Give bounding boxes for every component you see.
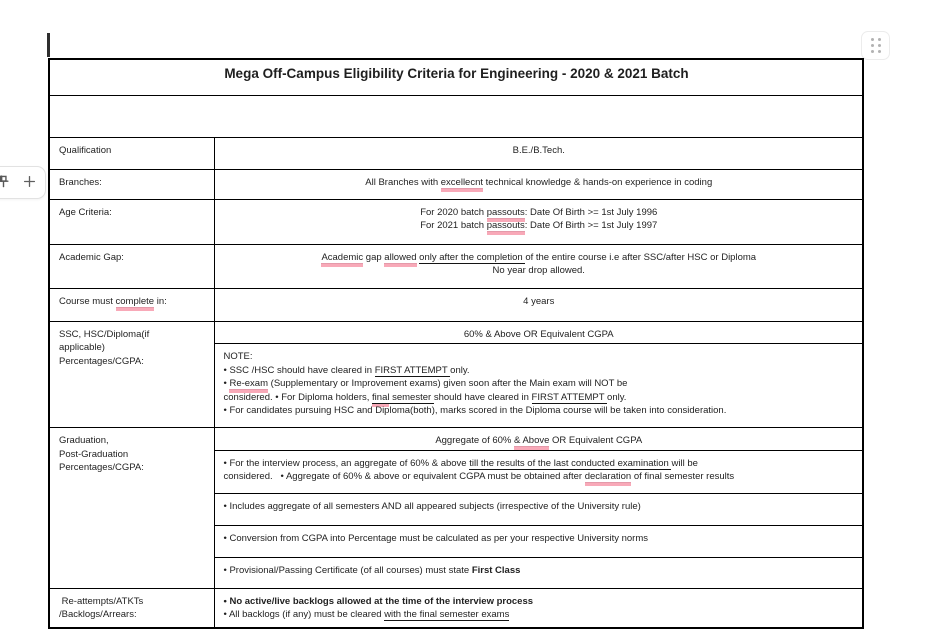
text-segment: considered. • Aggregate of 60% & above or equivalent CGPA must be obtained after bbox=[223, 471, 585, 482]
text-segment: FIRST ATTEMPT bbox=[374, 364, 451, 376]
text-segment: Branches: bbox=[59, 176, 102, 188]
text-segment: final bbox=[372, 391, 390, 403]
text-line bbox=[59, 448, 206, 462]
eligibility-criteria-table bbox=[48, 58, 864, 629]
text-segment: will be bbox=[671, 457, 698, 469]
text-segment: allowed bbox=[384, 251, 417, 263]
graduation-label-cell[interactable] bbox=[49, 428, 214, 589]
text-line bbox=[224, 251, 855, 265]
text-segment: in: bbox=[154, 295, 167, 307]
text-line bbox=[224, 364, 855, 378]
drag-handle[interactable] bbox=[861, 31, 890, 60]
text-segment: 4 years bbox=[523, 295, 555, 307]
text-segment: with the final semester exams bbox=[384, 609, 510, 620]
text-line bbox=[59, 461, 206, 475]
text-line bbox=[224, 206, 855, 220]
text-segment: (Supplementary or Improvement exams) given soon after the Main exam will NOT be bbox=[268, 378, 628, 389]
text-segment: should have cleared in bbox=[433, 391, 532, 403]
text-segment: Graduation, bbox=[59, 435, 109, 446]
text-segment: For 2020 batch bbox=[420, 206, 487, 218]
course-duration-label-cell[interactable] bbox=[49, 288, 214, 321]
text-line bbox=[59, 206, 206, 220]
text-line bbox=[224, 176, 855, 190]
text-segment: 60% & Above OR Equivalent CGPA bbox=[463, 328, 614, 340]
text-line bbox=[224, 608, 855, 622]
text-line bbox=[59, 144, 206, 158]
text-segment: Re-attempts/ATKTs bbox=[59, 595, 144, 607]
branches-value-cell[interactable] bbox=[214, 169, 863, 199]
text-segment: • No active/live backlogs allowed at the time of the interview process bbox=[223, 595, 534, 607]
text-line bbox=[59, 595, 206, 609]
text-segment: Course must bbox=[59, 295, 116, 307]
text-segment: technical knowledge & hands-on experience in coding bbox=[483, 176, 713, 188]
text-segment: excellecnt bbox=[440, 176, 484, 188]
text-segment: All Branches with bbox=[365, 176, 441, 188]
text-segment: passouts bbox=[486, 220, 525, 231]
text-line bbox=[224, 144, 855, 158]
text-segment: & Above bbox=[514, 435, 550, 446]
ssc-hsc-label-cell[interactable] bbox=[49, 321, 214, 428]
text-segment: till the results of the last conducted examination bbox=[469, 457, 672, 469]
text-line bbox=[224, 500, 855, 514]
text-segment: • Conversion from CGPA into Percentage must be calculated as per your respective University norms bbox=[223, 532, 648, 544]
academic-gap-label-cell[interactable] bbox=[49, 244, 214, 288]
text-segment: First Class bbox=[471, 564, 521, 576]
graduation-conversion-cell[interactable] bbox=[214, 525, 863, 557]
text-segment: For 2021 batch bbox=[420, 220, 487, 231]
ssc-hsc-note-cell[interactable] bbox=[214, 344, 863, 428]
add-block-button[interactable] bbox=[18, 172, 40, 194]
text-segment: of the entire course i.e after SSC/after HSC or Diploma bbox=[525, 251, 757, 263]
text-line bbox=[224, 470, 855, 484]
text-segment: • bbox=[223, 378, 230, 389]
text-line bbox=[224, 564, 855, 578]
academic-gap-value-cell[interactable] bbox=[214, 244, 863, 288]
text-segment: Percentages/CGPA: bbox=[59, 355, 144, 367]
text-line bbox=[59, 608, 206, 622]
text-line bbox=[224, 377, 855, 391]
reattempts-value-cell[interactable] bbox=[214, 588, 863, 628]
age-criteria-label-cell[interactable] bbox=[49, 199, 214, 244]
text-segment: No year drop allowed. bbox=[492, 265, 585, 276]
pin-button[interactable] bbox=[0, 172, 14, 194]
text-line bbox=[59, 295, 206, 309]
text-line bbox=[59, 341, 206, 355]
text-segment: • For candidates pursuing HSC and Diploma(both), marks scored in the Diploma course will be taken into consideration. bbox=[223, 405, 727, 416]
text-segment: passouts bbox=[486, 206, 525, 218]
text-segment: : Date Of Birth >= 1st July 1996 bbox=[524, 206, 658, 218]
text-segment: Qualification bbox=[59, 144, 112, 156]
block-side-toolbar bbox=[0, 166, 46, 199]
text-segment: /Backlogs/Arrears: bbox=[59, 609, 137, 620]
qualification-value-cell[interactable] bbox=[214, 137, 863, 169]
text-segment: Post-Graduation bbox=[59, 448, 129, 460]
text-segment: of final semester results bbox=[631, 471, 735, 482]
text-segment: FIRST ATTEMPT bbox=[531, 391, 608, 403]
text-segment: only. bbox=[450, 364, 470, 376]
text-segment: applicable) bbox=[59, 342, 105, 353]
text-segment: complete bbox=[115, 295, 155, 307]
text-segment: Academic Gap: bbox=[59, 251, 124, 263]
text-segment: Age Criteria: bbox=[59, 206, 112, 218]
text-line bbox=[59, 328, 206, 342]
text-cursor bbox=[47, 33, 50, 57]
text-segment: • Provisional/Passing Certificate (of all courses) must state bbox=[223, 564, 472, 576]
reattempts-label-cell[interactable] bbox=[49, 588, 214, 628]
drag-handle-icon bbox=[871, 38, 881, 53]
text-line bbox=[59, 176, 206, 190]
graduation-includes-cell[interactable] bbox=[214, 493, 863, 525]
text-line bbox=[59, 251, 206, 265]
text-segment: Percentages/CGPA: bbox=[59, 462, 144, 473]
text-line bbox=[224, 595, 855, 609]
text-segment: • Includes aggregate of all semesters AND all appeared subjects (irrespective of the University rule) bbox=[223, 500, 641, 512]
plus-icon bbox=[22, 174, 37, 192]
graduation-certificate-cell[interactable] bbox=[214, 557, 863, 588]
table-title-cell[interactable]: Mega Off-Campus Eligibility Criteria for Engineering - 2020 & 2021 Batch bbox=[49, 59, 863, 95]
text-segment: only. bbox=[607, 391, 627, 403]
text-segment: gap bbox=[363, 251, 385, 263]
text-line bbox=[224, 219, 855, 233]
text-line bbox=[59, 355, 206, 369]
graduation-requirement-cell[interactable] bbox=[214, 428, 863, 451]
graduation-interview-cell[interactable] bbox=[214, 450, 863, 493]
text-segment: only after the completion bbox=[419, 251, 526, 263]
qualification-label-cell[interactable] bbox=[49, 137, 214, 169]
text-segment: B.E./B.Tech. bbox=[512, 144, 565, 156]
age-criteria-value-cell[interactable] bbox=[214, 199, 863, 244]
text-segment: • All backlogs (if any) must be cleared bbox=[223, 609, 385, 620]
text-segment: OR Equivalent CGPA bbox=[549, 435, 643, 446]
text-line bbox=[224, 457, 855, 471]
text-line bbox=[224, 295, 855, 309]
course-duration-value-cell[interactable] bbox=[214, 288, 863, 321]
text-segment: NOTE: bbox=[223, 351, 253, 362]
text-segment: declaration bbox=[584, 471, 632, 482]
text-segment: Academic bbox=[321, 251, 364, 263]
empty-row-cell[interactable] bbox=[49, 95, 863, 137]
text-line bbox=[224, 532, 855, 546]
text-line bbox=[59, 434, 206, 448]
text-segment: SSC, HSC/Diploma(if bbox=[59, 328, 150, 340]
text-segment: • SSC /HSC should have cleared in bbox=[223, 364, 375, 376]
text-segment: • For the interview process, an aggregate of 60% & above bbox=[223, 457, 470, 469]
text-line bbox=[224, 264, 855, 278]
text-segment: Re-exam bbox=[229, 378, 269, 389]
text-line bbox=[224, 391, 855, 405]
pin-icon bbox=[0, 174, 11, 192]
text-line bbox=[224, 350, 855, 364]
branches-label-cell[interactable] bbox=[49, 169, 214, 199]
text-line bbox=[224, 404, 855, 418]
text-segment: considered. • For Diploma holders, bbox=[223, 391, 373, 403]
text-segment: : Date Of Birth >= 1st July 1997 bbox=[524, 220, 658, 231]
text-line bbox=[224, 328, 855, 342]
ssc-hsc-requirement-cell[interactable] bbox=[214, 321, 863, 344]
text-line bbox=[224, 434, 855, 448]
text-segment: Aggregate of 60% bbox=[435, 435, 515, 446]
text-segment: semester bbox=[389, 391, 434, 403]
